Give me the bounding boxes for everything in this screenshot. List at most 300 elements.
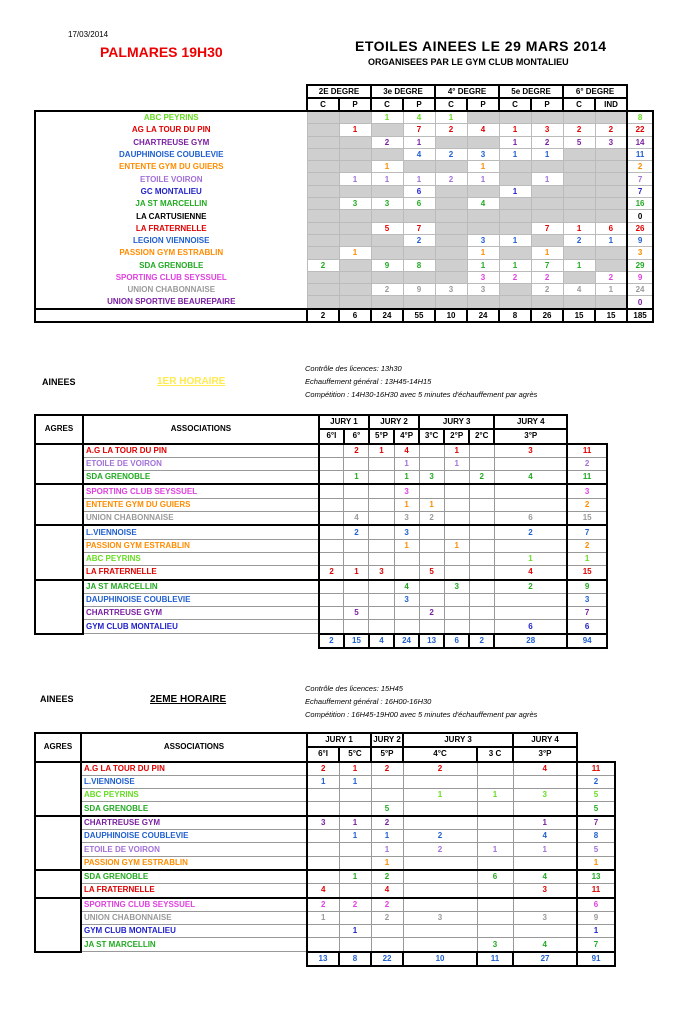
score-cell: 1 <box>339 870 371 884</box>
palmares-row <box>35 234 653 246</box>
association-total: 2 <box>567 457 607 470</box>
session2-label: AINEES <box>40 694 74 704</box>
score-cell <box>319 620 344 634</box>
score-cell <box>319 593 344 606</box>
agres-cell <box>35 762 81 816</box>
palmares-row <box>35 111 653 124</box>
score-cell <box>394 552 419 565</box>
club-name: AG LA TOUR DU PIN <box>35 124 307 136</box>
score-cell <box>513 898 577 912</box>
association-name: SDA GRENOBLE <box>81 870 307 884</box>
score-cell <box>469 457 494 470</box>
score-cell <box>595 247 627 259</box>
score-cell <box>563 173 595 185</box>
association-name: L.VIENNOISE <box>83 525 319 539</box>
score-cell <box>477 856 513 870</box>
score-cell <box>339 136 371 148</box>
apparatus-header: 6°I <box>319 429 344 443</box>
score-cell <box>339 222 371 234</box>
association-total: 3 <box>567 593 607 606</box>
score-cell: 1 <box>371 843 403 856</box>
score-cell <box>344 457 369 470</box>
column-total: 13 <box>307 952 339 966</box>
score-cell <box>499 198 531 210</box>
score-cell: 1 <box>339 775 371 788</box>
score-cell <box>371 789 403 802</box>
club-total: 11 <box>627 148 653 160</box>
sub-header: C <box>563 98 595 111</box>
score-cell: 1 <box>499 185 531 197</box>
score-cell <box>307 802 339 816</box>
score-cell: 3 <box>595 136 627 148</box>
score-cell: 3 <box>307 816 339 830</box>
score-cell: 1 <box>403 136 435 148</box>
score-cell: 5 <box>344 607 369 620</box>
score-cell <box>369 457 394 470</box>
session2-info-line: Contrôle des licences: 15H45 <box>305 684 403 693</box>
association-total: 3 <box>567 484 607 498</box>
association-total: 11 <box>567 471 607 485</box>
score-cell: 1 <box>595 234 627 246</box>
apparatus-header: 3°C <box>419 429 444 443</box>
score-cell <box>339 911 371 924</box>
apparatus-header: 4°P <box>394 429 419 443</box>
score-cell <box>444 620 469 634</box>
apparatus-header: 5°C <box>339 747 371 761</box>
jury-row <box>35 580 607 594</box>
score-cell <box>531 111 563 124</box>
score-cell: 2 <box>371 284 403 296</box>
jury-row <box>35 444 607 458</box>
score-cell <box>403 856 477 870</box>
score-cell: 2 <box>371 870 403 884</box>
association-total: 5 <box>577 789 615 802</box>
score-cell <box>531 185 563 197</box>
palmares-row <box>35 136 653 148</box>
score-cell: 1 <box>444 457 469 470</box>
score-cell: 9 <box>403 284 435 296</box>
column-total: 2 <box>319 634 344 648</box>
score-cell <box>494 593 567 606</box>
score-cell <box>444 498 469 511</box>
score-cell <box>307 925 339 938</box>
agres-cell <box>35 898 81 952</box>
score-cell: 1 <box>494 552 567 565</box>
association-name: ABC PEYRINS <box>81 789 307 802</box>
jury-row <box>35 816 615 830</box>
score-cell: 3 <box>394 484 419 498</box>
score-cell: 2 <box>339 898 371 912</box>
score-cell: 6 <box>403 198 435 210</box>
score-cell: 1 <box>435 111 467 124</box>
score-cell <box>469 525 494 539</box>
agres-cell <box>35 444 83 485</box>
association-name: ETOILE DE VOIRON <box>81 843 307 856</box>
score-cell: 3 <box>467 148 499 160</box>
score-cell <box>477 925 513 938</box>
association-total: 2 <box>567 539 607 552</box>
score-cell <box>531 210 563 222</box>
column-total: 15 <box>344 634 369 648</box>
score-cell: 1 <box>499 234 531 246</box>
score-cell <box>339 284 371 296</box>
session1-horaire: 1ER HORAIRE <box>157 376 226 387</box>
score-cell <box>477 911 513 924</box>
score-cell <box>499 222 531 234</box>
score-cell: 1 <box>467 161 499 173</box>
club-total: 0 <box>627 210 653 222</box>
score-cell: 1 <box>513 816 577 830</box>
score-cell <box>531 234 563 246</box>
score-cell: 1 <box>394 457 419 470</box>
association-total: 1 <box>577 856 615 870</box>
jury-row <box>35 607 607 620</box>
degree-header: 3e DEGRE <box>371 85 435 98</box>
score-cell <box>307 161 339 173</box>
club-total: 8 <box>627 111 653 124</box>
score-cell <box>403 802 477 816</box>
score-cell: 1 <box>444 539 469 552</box>
club-total: 29 <box>627 259 653 271</box>
score-cell: 1 <box>531 148 563 160</box>
jury-row <box>35 471 607 485</box>
club-total: 9 <box>627 234 653 246</box>
score-cell: 3 <box>467 271 499 283</box>
score-cell <box>469 444 494 458</box>
association-name: A.G LA TOUR DU PIN <box>83 444 319 458</box>
association-name: ABC PEYRINS <box>83 552 319 565</box>
score-cell <box>371 775 403 788</box>
score-cell <box>595 198 627 210</box>
palmares-row <box>35 210 653 222</box>
association-total: 9 <box>577 911 615 924</box>
association-total: 6 <box>577 898 615 912</box>
score-cell: 2 <box>419 512 444 526</box>
score-cell <box>469 593 494 606</box>
score-cell: 6 <box>477 870 513 884</box>
score-cell: 3 <box>467 284 499 296</box>
score-cell: 1 <box>371 111 403 124</box>
score-cell: 2 <box>435 173 467 185</box>
score-cell <box>531 161 563 173</box>
jury-header: JURY 2 <box>369 415 419 429</box>
club-total: 7 <box>627 185 653 197</box>
score-cell <box>307 173 339 185</box>
association-name: JA ST MARCELLIN <box>81 938 307 952</box>
score-cell: 1 <box>403 173 435 185</box>
score-cell <box>369 512 394 526</box>
score-cell <box>339 161 371 173</box>
score-cell: 2 <box>563 124 595 136</box>
score-cell <box>369 552 394 565</box>
jury-row <box>35 802 615 816</box>
score-cell <box>563 247 595 259</box>
score-cell <box>595 111 627 124</box>
column-total: 22 <box>371 952 403 966</box>
score-cell: 7 <box>531 222 563 234</box>
palmares-row <box>35 198 653 210</box>
association-total: 13 <box>577 870 615 884</box>
jury-row <box>35 884 615 898</box>
score-cell: 1 <box>371 830 403 843</box>
score-cell <box>369 607 394 620</box>
score-cell <box>403 161 435 173</box>
score-cell <box>307 271 339 283</box>
column-total: 2 <box>469 634 494 648</box>
associations-header: ASSOCIATIONS <box>83 415 319 444</box>
degree-header: 5e DEGRE <box>499 85 563 98</box>
score-cell <box>371 938 403 952</box>
column-total: 185 <box>627 309 653 322</box>
palmares-heading: PALMARES 19H30 <box>100 44 223 60</box>
score-cell: 2 <box>499 271 531 283</box>
score-cell: 1 <box>339 247 371 259</box>
association-name: LA FRATERNELLE <box>83 566 319 580</box>
score-cell: 2 <box>531 136 563 148</box>
score-cell <box>307 789 339 802</box>
score-cell <box>531 296 563 309</box>
score-cell: 1 <box>477 789 513 802</box>
score-cell <box>419 552 444 565</box>
session1-info-line: Compétition : 14H30-16H30 avec 5 minutes d'échauffement par agrès <box>305 390 538 399</box>
score-cell <box>499 296 531 309</box>
jury-row <box>35 938 615 952</box>
associations-header: ASSOCIATIONS <box>81 733 307 762</box>
column-total: 26 <box>531 309 563 322</box>
score-cell <box>369 580 394 594</box>
session2-horaire: 2EME HORAIRE <box>150 694 227 705</box>
score-cell <box>494 539 567 552</box>
score-cell: 1 <box>595 284 627 296</box>
association-name: SDA GRENOBLE <box>83 471 319 485</box>
score-cell: 1 <box>477 843 513 856</box>
score-cell: 1 <box>499 148 531 160</box>
club-name: GC MONTALIEU <box>35 185 307 197</box>
association-total: 5 <box>577 802 615 816</box>
score-cell <box>435 247 467 259</box>
score-cell <box>369 525 394 539</box>
score-cell: 4 <box>513 938 577 952</box>
score-cell <box>469 580 494 594</box>
apparatus-header: 3°P <box>513 747 577 761</box>
score-cell: 4 <box>394 580 419 594</box>
club-name: SDA GRENOBLE <box>35 259 307 271</box>
score-cell <box>435 185 467 197</box>
association-name: SPORTING CLUB SEYSSUEL <box>83 484 319 498</box>
session1-info <box>305 362 537 401</box>
score-cell <box>371 247 403 259</box>
score-cell <box>477 802 513 816</box>
score-cell: 6 <box>494 512 567 526</box>
column-total: 28 <box>494 634 567 648</box>
score-cell <box>531 198 563 210</box>
association-total: 7 <box>577 816 615 830</box>
score-cell <box>369 471 394 485</box>
club-name: DAUPHINOISE COUBLEVIE <box>35 148 307 160</box>
column-total: 24 <box>371 309 403 322</box>
score-cell <box>403 775 477 788</box>
score-cell: 1 <box>371 856 403 870</box>
palmares-row <box>35 124 653 136</box>
score-cell <box>307 843 339 856</box>
score-cell: 3 <box>467 234 499 246</box>
score-cell <box>469 620 494 634</box>
score-cell <box>419 620 444 634</box>
score-cell <box>394 607 419 620</box>
palmares-row <box>35 161 653 173</box>
score-cell <box>339 210 371 222</box>
apparatus-header: 2°C <box>469 429 494 443</box>
score-cell <box>477 775 513 788</box>
score-cell: 4 <box>563 284 595 296</box>
score-cell: 6 <box>595 222 627 234</box>
score-cell: 3 <box>394 593 419 606</box>
score-cell <box>307 111 339 124</box>
score-cell <box>371 210 403 222</box>
score-cell <box>477 762 513 776</box>
agres-header: AGRES <box>35 733 81 762</box>
score-cell: 4 <box>403 148 435 160</box>
score-cell <box>307 830 339 843</box>
score-cell <box>371 271 403 283</box>
score-cell <box>369 498 394 511</box>
score-cell <box>319 552 344 565</box>
score-cell <box>319 444 344 458</box>
score-cell <box>469 539 494 552</box>
score-cell: 3 <box>513 789 577 802</box>
score-cell: 3 <box>531 124 563 136</box>
score-cell <box>371 148 403 160</box>
score-cell: 2 <box>371 898 403 912</box>
column-total: 13 <box>419 634 444 648</box>
session1-label: AINEES <box>42 377 76 387</box>
score-cell <box>307 185 339 197</box>
apparatus-header: 6°I <box>307 747 339 761</box>
score-cell: 1 <box>344 471 369 485</box>
jury-header: JURY 3 <box>419 415 494 429</box>
sub-header: C <box>435 98 467 111</box>
score-cell <box>469 607 494 620</box>
jury-row <box>35 552 607 565</box>
score-cell: 1 <box>369 444 394 458</box>
score-cell <box>339 148 371 160</box>
score-cell <box>319 457 344 470</box>
session2-info-line: Echauffement général : 16H00-16H30 <box>305 697 432 706</box>
score-cell <box>435 271 467 283</box>
score-cell <box>563 296 595 309</box>
score-cell: 1 <box>344 566 369 580</box>
association-total: 6 <box>567 620 607 634</box>
association-total: 8 <box>577 830 615 843</box>
score-cell: 5 <box>371 802 403 816</box>
score-cell: 3 <box>444 580 469 594</box>
score-cell: 1 <box>499 136 531 148</box>
score-cell <box>339 884 371 898</box>
association-name: L.VIENNOISE <box>81 775 307 788</box>
score-cell: 1 <box>394 498 419 511</box>
column-total: 15 <box>563 309 595 322</box>
column-total: 27 <box>513 952 577 966</box>
score-cell <box>444 607 469 620</box>
jury-header: JURY 2 <box>371 733 403 747</box>
association-name: ETOILE DE VOIRON <box>83 457 319 470</box>
jury-header: JURY 4 <box>494 415 567 429</box>
agres-cell <box>35 870 81 898</box>
page-title: ETOILES AINEES LE 29 MARS 2014 <box>355 38 607 54</box>
session2-info-line: Compétition : 16H45-19H00 avec 5 minutes d'échauffement par agrès <box>305 710 538 719</box>
score-cell <box>499 284 531 296</box>
score-cell <box>307 124 339 136</box>
score-cell: 1 <box>339 816 371 830</box>
score-cell <box>339 111 371 124</box>
jury-row <box>35 457 607 470</box>
association-total: 9 <box>567 580 607 594</box>
club-name: CHARTREUSE GYM <box>35 136 307 148</box>
score-cell: 2 <box>435 124 467 136</box>
column-total: 8 <box>499 309 531 322</box>
palmares-row <box>35 222 653 234</box>
score-cell <box>371 185 403 197</box>
score-cell <box>344 552 369 565</box>
score-cell <box>563 148 595 160</box>
jury-header: JURY 1 <box>319 415 369 429</box>
score-cell <box>435 259 467 271</box>
palmares-row <box>35 173 653 185</box>
score-cell <box>344 580 369 594</box>
score-cell <box>419 539 444 552</box>
club-name: JA ST MARCELLIN <box>35 198 307 210</box>
score-cell: 2 <box>595 271 627 283</box>
column-total: 15 <box>595 309 627 322</box>
score-cell: 1 <box>467 173 499 185</box>
score-cell: 2 <box>344 525 369 539</box>
score-cell <box>494 484 567 498</box>
score-cell: 1 <box>444 444 469 458</box>
score-cell: 5 <box>371 222 403 234</box>
score-cell <box>467 136 499 148</box>
apparatus-header: 5°P <box>369 429 394 443</box>
sub-header: P <box>339 98 371 111</box>
score-cell <box>339 843 371 856</box>
score-cell <box>444 471 469 485</box>
score-cell <box>307 856 339 870</box>
page-subtitle: ORGANISEES PAR LE GYM CLUB MONTALIEU <box>368 57 569 67</box>
sub-header: P <box>531 98 563 111</box>
score-cell <box>419 444 444 458</box>
score-cell: 2 <box>371 762 403 776</box>
column-total: 24 <box>467 309 499 322</box>
association-name: CHARTREUSE GYM <box>83 607 319 620</box>
score-cell <box>595 148 627 160</box>
score-cell <box>369 484 394 498</box>
score-cell <box>499 161 531 173</box>
score-cell: 3 <box>339 198 371 210</box>
score-cell <box>307 198 339 210</box>
association-name: JA ST MARCELLIN <box>83 580 319 594</box>
score-cell <box>339 938 371 952</box>
score-cell <box>444 484 469 498</box>
score-cell <box>444 593 469 606</box>
score-cell: 1 <box>467 259 499 271</box>
score-cell <box>344 498 369 511</box>
score-cell <box>513 856 577 870</box>
club-name: UNION CHABONNAISE <box>35 284 307 296</box>
score-cell <box>595 185 627 197</box>
score-cell <box>499 173 531 185</box>
score-cell: 2 <box>403 830 477 843</box>
column-total: 11 <box>477 952 513 966</box>
jury-row <box>35 762 615 776</box>
